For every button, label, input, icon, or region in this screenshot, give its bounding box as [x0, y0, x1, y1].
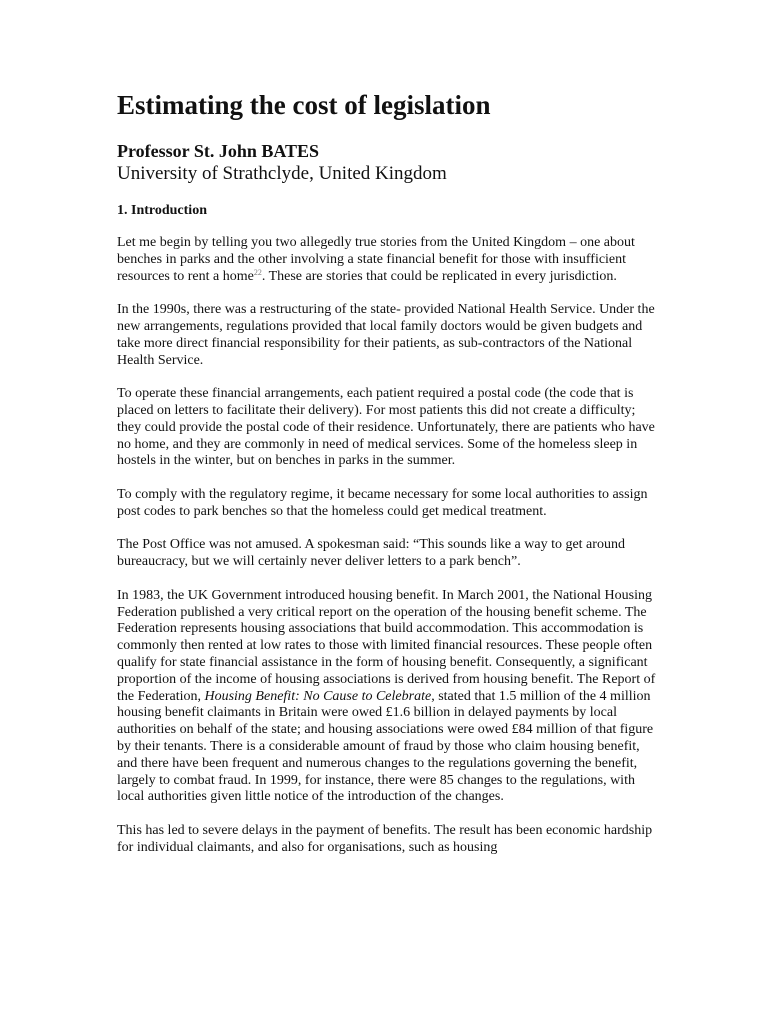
paragraph-text: In 1983, the UK Government introduced housing benefit. In March 2001, the National Housing Federation published a very critical report on the operation of the housing benefit scheme. The Federation represents housing associations that build accommodation. This accommodation is commonly then rented at low rates to those with limited financial resources. These people often qualify for state financial assistance in the form of housing benefit. Consequently, a significant proportion of the income of housing associations is derived from housing benefit. The Report of the Federation,: [117, 587, 656, 704]
footnote-reference[interactable]: 22: [253, 267, 262, 277]
paragraph-text: . These are stories that could be replicated in every jurisdiction.: [261, 268, 617, 284]
paragraph-delays: This has led to severe delays in the payment of benefits. The result has been economic hardship for individual claimants, and also for organisations, such as housing: [117, 822, 653, 855]
paragraph-text: , stated that 1.5 million of the 4 million housing benefit claimants in Britain were owed £1.6 billion in delayed payments by local authorities on behalf of the state; and housing associations were owed £84 million of that figure by their tenants. There is a considerable amount of fraud by those who claim housing benefit, and there have been frequent and numerous changes to the regulations governing the benefit, largely to combat fraud. In 1999, for instance, there were 85 changes to the regulations, with local authorities given little notice of the introduction of the changes.: [117, 688, 654, 805]
paragraph-nhs: In the 1990s, there was a restructuring of the state- provided National Health Service. Under the new arrangements, regulations provided that local family doctors would be given budgets and take more direct financial responsibility for their patients, as sub-contractors of the National Health Service.: [117, 302, 655, 368]
author-affiliation: University of Strathclyde, United Kingdom: [117, 163, 447, 184]
document-page: [117, 88, 657, 856]
section-heading: 1. Introduction: [117, 203, 207, 218]
paragraph-intro: [117, 235, 657, 285]
paragraph-post-office: The Post Office was not amused. A spokesman said: “This sounds like a way to get around bureaucracy, but we will certainly never deliver letters to a park bench”.: [117, 537, 625, 570]
paragraph-text: Let me begin by telling you two allegedly true stories from the United Kingdom – one about benches in parks and the other involving a state financial benefit for those with insufficient resources to rent a home: [117, 235, 635, 284]
paragraph-park-benches: To comply with the regulatory regime, it became necessary for some local authorities to assign post codes to park benches so that the homeless could get medical treatment.: [117, 486, 648, 519]
paragraph-housing-benefit: [117, 588, 657, 806]
report-title: Housing Benefit: No Cause to Celebrate: [204, 688, 432, 704]
author-name: Professor St. John BATES: [117, 141, 320, 161]
paragraph-postal-code: To operate these financial arrangements, each patient required a postal code (the code that is placed on letters to facilitate their delivery). For most patients this did not create a difficulty; they could provide the postal code of their residence. Unfortunately, there are patients who have no home, and they are commonly in need of medical services. Some of the homeless sleep in hostels in the winter, but on benches in parks in the summer.: [117, 386, 655, 469]
document-title: Estimating the cost of legislation: [117, 90, 491, 120]
